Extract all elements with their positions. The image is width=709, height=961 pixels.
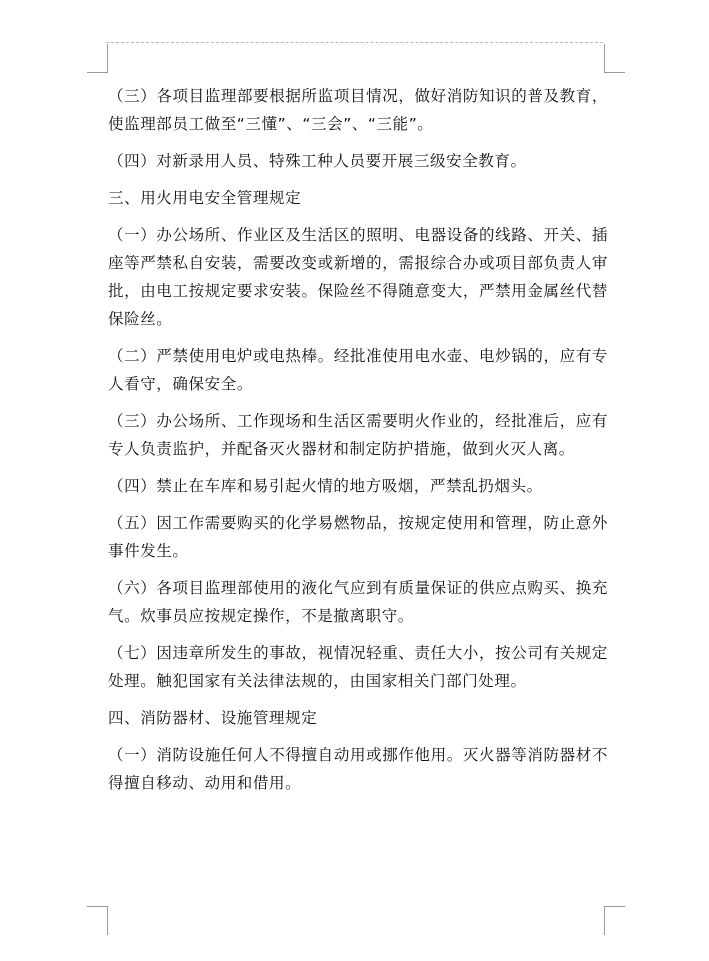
margin-corner-top-right	[604, 44, 625, 73]
margin-corner-top-left	[87, 44, 108, 73]
paragraph: （六）各项目监理部使用的液化气应到有质量保证的供应点购买、换充气。炊事员应按规定操作，不是撤离职守。	[108, 579, 608, 625]
section-heading: 三、用火用电安全管理规定	[108, 189, 302, 207]
section-heading: 四、消防器材、设施管理规定	[108, 709, 318, 727]
paragraph: （三）办公场所、工作现场和生活区需要明火作业的，经批准后，应有专人负责监护，并配备灭火器材和制定防护措施，做到火灭人离。	[108, 412, 608, 458]
paragraph: （一）消防设施任何人不得擅自动用或挪作他用。灭火器等消防器材不得擅自移动、动用和借用。	[108, 746, 608, 792]
paragraph: （三）各项目监理部要根据所监项目情况，做好消防知识的普及教育，使监理部员工做至“三懂”、“三会”、“三能”。	[108, 87, 608, 133]
paragraph: （二）严禁使用电炉或电热棒。经批准使用电水壶、电炒锅的，应有专人看守，确保安全。	[108, 347, 608, 393]
document-body	[108, 82, 608, 806]
paragraph: （一）办公场所、作业区及生活区的照明、电器设备的线路、开关、插座等严禁私自安装，需要改变或新增的，需报综合办或项目部负责人审批，由电工按规定要求安装。保险丝不得随意变大，严禁用金属丝代替保险丝。	[108, 226, 608, 328]
margin-corner-bottom-left	[87, 906, 108, 935]
margin-corner-bottom-right	[604, 906, 625, 935]
paragraph: （四）对新录用人员、特殊工种人员要开展三级安全教育。	[108, 152, 527, 170]
paragraph: （七）因违章所发生的事故，视情况轻重、责任大小，按公司有关规定处理。触犯国家有关法律法规的，由国家相关门部门处理。	[108, 644, 608, 690]
header-divider	[106, 42, 603, 43]
paragraph: （四）禁止在车库和易引起火情的地方吸烟，严禁乱扔烟头。	[108, 477, 543, 495]
paragraph: （五）因工作需要购买的化学易燃物品，按规定使用和管理，防止意外事件发生。	[108, 514, 608, 560]
